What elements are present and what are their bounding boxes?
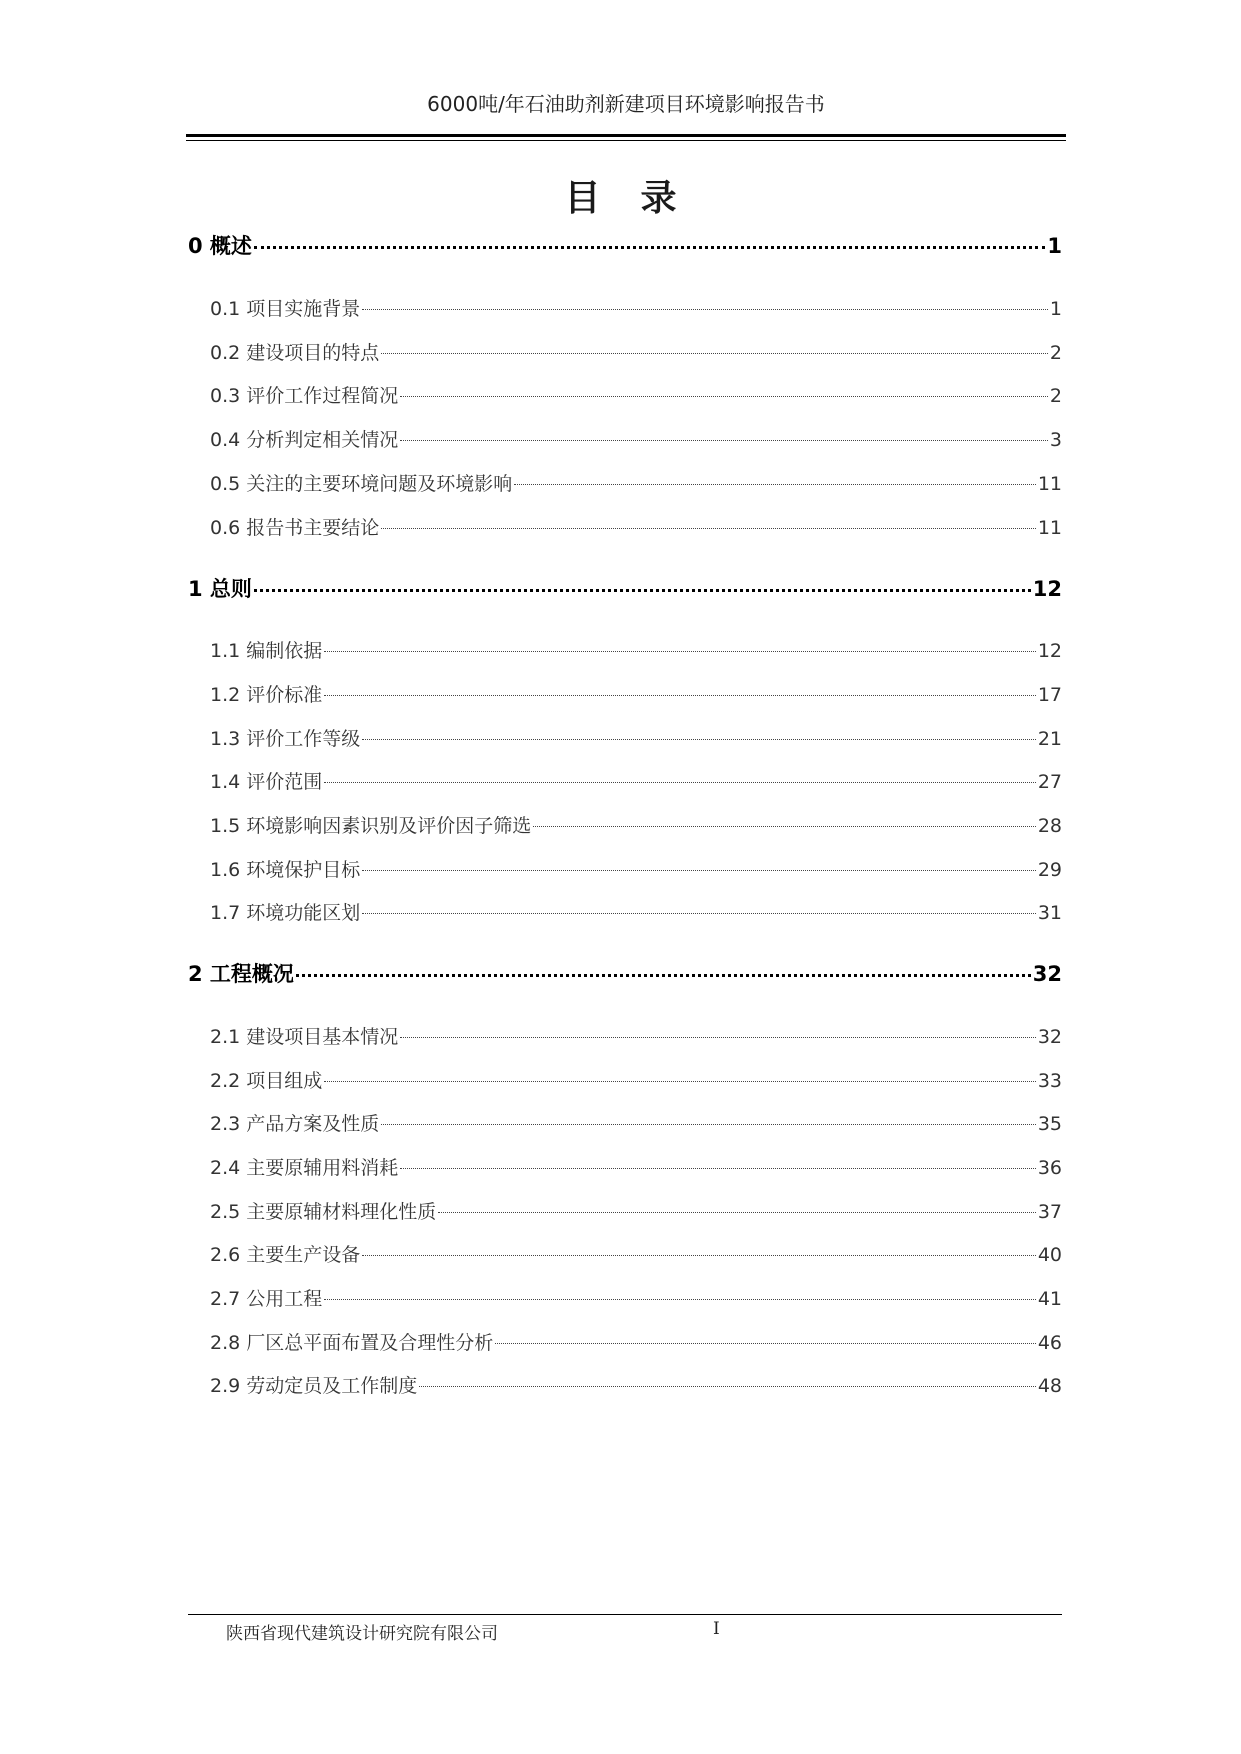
toc-entry-1-7[interactable] [210, 898, 1062, 925]
toc-entry-label: 2.5 主要原辅材料理化性质 [210, 1201, 437, 1223]
dot-leader [362, 739, 1036, 740]
toc-entry-label: 1.7 环境功能区划 [210, 902, 361, 924]
toc-entry-1-4[interactable] [210, 767, 1062, 794]
toc-heading: 目录 [564, 178, 717, 219]
toc-entry-page: 29 [1037, 859, 1062, 881]
toc-entry-0-2[interactable] [210, 338, 1062, 365]
dot-leader [400, 440, 1048, 441]
dot-leader [324, 695, 1036, 696]
toc-entry-0-5[interactable] [210, 469, 1062, 496]
toc-entry-label: 0.3 评价工作过程简况 [210, 385, 399, 407]
toc-entry-page: 2 [1049, 385, 1062, 407]
footer-company-name: 陕西省现代建筑设计研究院有限公司 [226, 1624, 498, 1644]
toc-entry-2-3[interactable] [210, 1109, 1062, 1136]
toc-entry-page: 12 [1032, 577, 1062, 601]
toc-entry-label: 0.6 报告书主要结论 [210, 517, 380, 539]
toc-entry-page: 2 [1049, 342, 1062, 364]
dot-leader [254, 246, 1045, 249]
dot-leader [362, 870, 1036, 871]
dot-leader [400, 396, 1048, 397]
toc-entry-page: 11 [1037, 517, 1062, 539]
toc-entry-1-6[interactable] [210, 855, 1062, 882]
toc-entry-label: 2.3 产品方案及性质 [210, 1113, 380, 1135]
toc-entry-page: 31 [1037, 902, 1062, 924]
toc-entry-page: 11 [1037, 473, 1062, 495]
dot-leader [381, 1124, 1036, 1125]
toc-entry-0-4[interactable] [210, 425, 1062, 452]
toc-entry-label: 2.7 公用工程 [210, 1288, 323, 1310]
toc-entry-page: 32 [1037, 1026, 1062, 1048]
dot-leader [419, 1386, 1036, 1387]
dot-leader [324, 651, 1036, 652]
toc-entry-label: 1.3 评价工作等级 [210, 728, 361, 750]
dot-leader [438, 1212, 1036, 1213]
dot-leader [400, 1168, 1036, 1169]
toc-entry-page: 32 [1032, 962, 1062, 986]
toc-entry-chapter-0[interactable] [188, 230, 1062, 260]
toc-entry-chapter-2[interactable] [188, 958, 1062, 988]
dot-leader [296, 974, 1031, 977]
toc-entry-2-2[interactable] [210, 1066, 1062, 1093]
dot-leader [362, 309, 1048, 310]
toc-entry-2-5[interactable] [210, 1197, 1062, 1224]
toc-entry-0-3[interactable] [210, 381, 1062, 408]
toc-entry-label: 0.2 建设项目的特点 [210, 342, 380, 364]
footer-page-number: I [713, 1619, 720, 1639]
toc-entry-label: 0.5 关注的主要环境问题及环境影响 [210, 473, 513, 495]
toc-entry-label: 0.4 分析判定相关情况 [210, 429, 399, 451]
toc-entry-label: 1.6 环境保护目标 [210, 859, 361, 881]
dot-leader [324, 1299, 1036, 1300]
dot-leader [324, 782, 1036, 783]
toc-entry-label: 1 总则 [188, 577, 252, 601]
toc-entry-page: 40 [1037, 1244, 1062, 1266]
footer-rule [188, 1614, 1062, 1615]
toc-entry-1-2[interactable] [210, 680, 1062, 707]
toc-entry-label: 2 工程概况 [188, 962, 294, 986]
toc-entry-label: 2.4 主要原辅用料消耗 [210, 1157, 399, 1179]
toc-entry-page: 33 [1037, 1070, 1062, 1092]
toc-entry-label: 0.1 项目实施背景 [210, 298, 361, 320]
running-header-title: 6000吨/年石油助剂新建项目环境影响报告书 [427, 92, 825, 116]
toc-entry-page: 46 [1037, 1332, 1062, 1354]
toc-entry-page: 48 [1037, 1375, 1062, 1397]
toc-entry-chapter-1[interactable] [188, 573, 1062, 603]
toc-entry-0-6[interactable] [210, 513, 1062, 540]
toc-entry-page: 12 [1037, 640, 1062, 662]
dot-leader [400, 1037, 1036, 1038]
dot-leader [362, 913, 1036, 914]
toc-entry-1-5[interactable] [210, 811, 1062, 838]
dot-leader [533, 826, 1036, 827]
toc-entry-0-1[interactable] [210, 294, 1062, 321]
toc-entry-label: 2.9 劳动定员及工作制度 [210, 1375, 418, 1397]
toc-entry-page: 21 [1037, 728, 1062, 750]
toc-entry-page: 35 [1037, 1113, 1062, 1135]
toc-entry-page: 28 [1037, 815, 1062, 837]
toc-entry-label: 1.1 编制依据 [210, 640, 323, 662]
toc-entry-2-6[interactable] [210, 1240, 1062, 1267]
toc-entry-page: 17 [1037, 684, 1062, 706]
toc-entry-label: 1.5 环境影响因素识别及评价因子筛选 [210, 815, 532, 837]
toc-entry-label: 2.1 建设项目基本情况 [210, 1026, 399, 1048]
toc-entry-1-1[interactable] [210, 636, 1062, 663]
toc-entry-2-7[interactable] [210, 1284, 1062, 1311]
toc-entry-label: 2.8 厂区总平面布置及合理性分析 [210, 1332, 494, 1354]
toc-entry-label: 2.2 项目组成 [210, 1070, 323, 1092]
toc-entry-2-8[interactable] [210, 1328, 1062, 1355]
toc-entry-page: 3 [1049, 429, 1062, 451]
toc-entry-page: 27 [1037, 771, 1062, 793]
toc-entry-page: 1 [1049, 298, 1062, 320]
toc-entry-page: 36 [1037, 1157, 1062, 1179]
toc-entry-page: 41 [1037, 1288, 1062, 1310]
toc-entry-label: 1.2 评价标准 [210, 684, 323, 706]
toc-entry-2-4[interactable] [210, 1153, 1062, 1180]
toc-entry-2-9[interactable] [210, 1371, 1062, 1398]
dot-leader [362, 1255, 1036, 1256]
toc-entry-label: 0 概述 [188, 234, 252, 258]
dot-leader [381, 528, 1036, 529]
dot-leader [381, 353, 1048, 354]
toc-entry-1-3[interactable] [210, 724, 1062, 751]
toc-entry-label: 2.6 主要生产设备 [210, 1244, 361, 1266]
toc-entry-page: 1 [1047, 234, 1062, 258]
dot-leader [514, 484, 1036, 485]
toc-entry-page: 37 [1037, 1201, 1062, 1223]
toc-entry-2-1[interactable] [210, 1022, 1062, 1049]
dot-leader [495, 1343, 1036, 1344]
dot-leader [254, 589, 1031, 592]
toc-entry-label: 1.4 评价范围 [210, 771, 323, 793]
dot-leader [324, 1081, 1036, 1082]
